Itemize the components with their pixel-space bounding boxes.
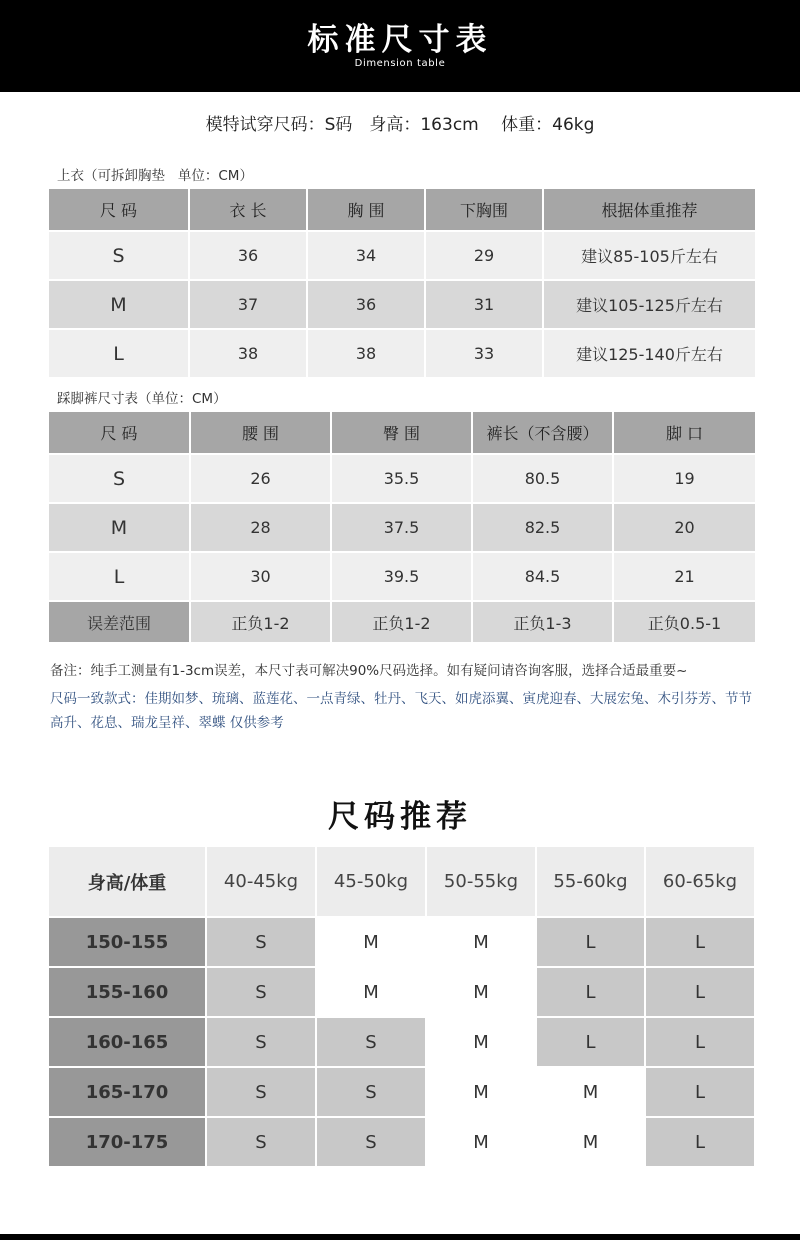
size-cell: M [49, 503, 190, 552]
size-cell: M [316, 917, 426, 967]
table-cell: 建议85-105斤左右 [543, 231, 755, 280]
table-header-row [49, 412, 755, 454]
size-cell: M [426, 917, 536, 967]
size-cell: L [645, 1117, 754, 1167]
header-cell: 根据体重推荐 [543, 189, 755, 231]
note-text: 备注：纯手工测量有1-3cm误差，本尺寸表可解决90%尺码选择。如有疑问请咨询客服，选择合适最重要~ [50, 663, 688, 679]
table-cell: 正负1-2 [331, 601, 472, 643]
size-cell: M [316, 967, 426, 1017]
bottom-divider [0, 1234, 800, 1240]
table-cell: 20 [613, 503, 755, 552]
header-cell: 衣 长 [189, 189, 307, 231]
tolerance-label: 误差范围 [49, 601, 190, 643]
size-cell: S [316, 1067, 426, 1117]
table-row [49, 231, 755, 280]
table-cell: 正负1-2 [190, 601, 331, 643]
size-cell: L [536, 1017, 645, 1067]
size-cell: M [536, 1067, 645, 1117]
table-cell: 36 [307, 280, 425, 329]
table-cell: 33 [425, 329, 543, 378]
table-cell: 39.5 [331, 552, 472, 601]
tolerance-row [49, 601, 755, 643]
table-row [49, 329, 755, 378]
top-table-caption: 上衣（可拆卸胸垫 单位：CM） [57, 168, 253, 184]
size-cell: M [426, 1117, 536, 1167]
size-cell: S [206, 967, 316, 1017]
table-cell: 36 [189, 231, 307, 280]
header-cell: 尺 码 [49, 189, 189, 231]
size-cell: S [316, 1117, 426, 1167]
size-cell: L [645, 1067, 754, 1117]
header-cell: 裤长（不含腰） [472, 412, 613, 454]
weight-header: 40-45kg [206, 847, 316, 917]
table-cell: 29 [425, 231, 543, 280]
height-cell: 170-175 [49, 1117, 206, 1167]
size-cell: S [316, 1017, 426, 1067]
pants-size-table [49, 412, 755, 644]
size-cell: M [536, 1117, 645, 1167]
table-cell: 35.5 [331, 454, 472, 503]
weight-header: 55-60kg [536, 847, 645, 917]
model-info: 模特试穿尺码：S码 身高：163cm 体重：46kg [205, 115, 595, 135]
header-cell: 下胸围 [425, 189, 543, 231]
table-row [49, 917, 754, 967]
table-header-row [49, 847, 754, 917]
table-cell: 31 [425, 280, 543, 329]
table-cell: 37.5 [331, 503, 472, 552]
size-cell: S [49, 454, 190, 503]
table-cell: 28 [190, 503, 331, 552]
header-banner [0, 0, 800, 92]
table-cell: 38 [307, 329, 425, 378]
size-recommend-table [49, 847, 754, 1168]
size-cell: M [49, 280, 189, 329]
table-row [49, 1117, 754, 1167]
table-cell: 84.5 [472, 552, 613, 601]
table-cell: 26 [190, 454, 331, 503]
weight-header: 60-65kg [645, 847, 754, 917]
height-cell: 165-170 [49, 1067, 206, 1117]
top-size-table [49, 189, 755, 379]
height-cell: 160-165 [49, 1017, 206, 1067]
table-cell: 正负1-3 [472, 601, 613, 643]
table-cell: 80.5 [472, 454, 613, 503]
size-cell: L [49, 552, 190, 601]
table-row [49, 280, 755, 329]
table-cell: 37 [189, 280, 307, 329]
size-cell: S [206, 1067, 316, 1117]
table-header-row [49, 189, 755, 231]
table-cell: 正负0.5-1 [613, 601, 755, 643]
size-cell: S [49, 231, 189, 280]
table-cell: 19 [613, 454, 755, 503]
matching-styles-text: 尺码一致款式：佳期如梦、琉璃、蓝莲花、一点青绿、牡丹、飞天、如虎添翼、寅虎迎春、大展宏兔、木引芬芳、节节高升、花息、瑞龙呈祥、翠蝶 仅供参考 [50, 691, 752, 731]
table-row [49, 552, 755, 601]
height-cell: 155-160 [49, 967, 206, 1017]
table-row [49, 967, 754, 1017]
table-cell: 21 [613, 552, 755, 601]
table-row [49, 454, 755, 503]
corner-cell: 身高/体重 [49, 847, 206, 917]
size-cell: L [536, 917, 645, 967]
size-cell: S [206, 1117, 316, 1167]
weight-header: 45-50kg [316, 847, 426, 917]
table-cell: 82.5 [472, 503, 613, 552]
size-cell: L [49, 329, 189, 378]
pants-table-caption: 踩脚裤尺寸表（单位：CM） [57, 391, 227, 407]
notes-section [50, 659, 760, 735]
table-cell: 38 [189, 329, 307, 378]
size-cell: S [206, 917, 316, 967]
size-cell: M [426, 1067, 536, 1117]
size-cell: L [645, 1017, 754, 1067]
size-cell: S [206, 1017, 316, 1067]
size-cell: L [536, 967, 645, 1017]
table-cell: 建议105-125斤左右 [543, 280, 755, 329]
recommend-title: 尺码推荐 [328, 799, 472, 835]
height-cell: 150-155 [49, 917, 206, 967]
table-cell: 34 [307, 231, 425, 280]
page-subtitle: Dimension table [354, 58, 446, 69]
table-row [49, 1067, 754, 1117]
size-cell: M [426, 967, 536, 1017]
header-cell: 脚 口 [613, 412, 755, 454]
weight-header: 50-55kg [426, 847, 536, 917]
table-cell: 30 [190, 552, 331, 601]
table-cell: 建议125-140斤左右 [543, 329, 755, 378]
table-row [49, 1017, 754, 1067]
size-cell: L [645, 917, 754, 967]
size-cell: L [645, 967, 754, 1017]
header-cell: 臀 围 [331, 412, 472, 454]
size-cell: M [426, 1017, 536, 1067]
page-title: 标准尺寸表 [307, 22, 493, 58]
table-row [49, 503, 755, 552]
header-cell: 尺 码 [49, 412, 190, 454]
header-cell: 胸 围 [307, 189, 425, 231]
header-cell: 腰 围 [190, 412, 331, 454]
